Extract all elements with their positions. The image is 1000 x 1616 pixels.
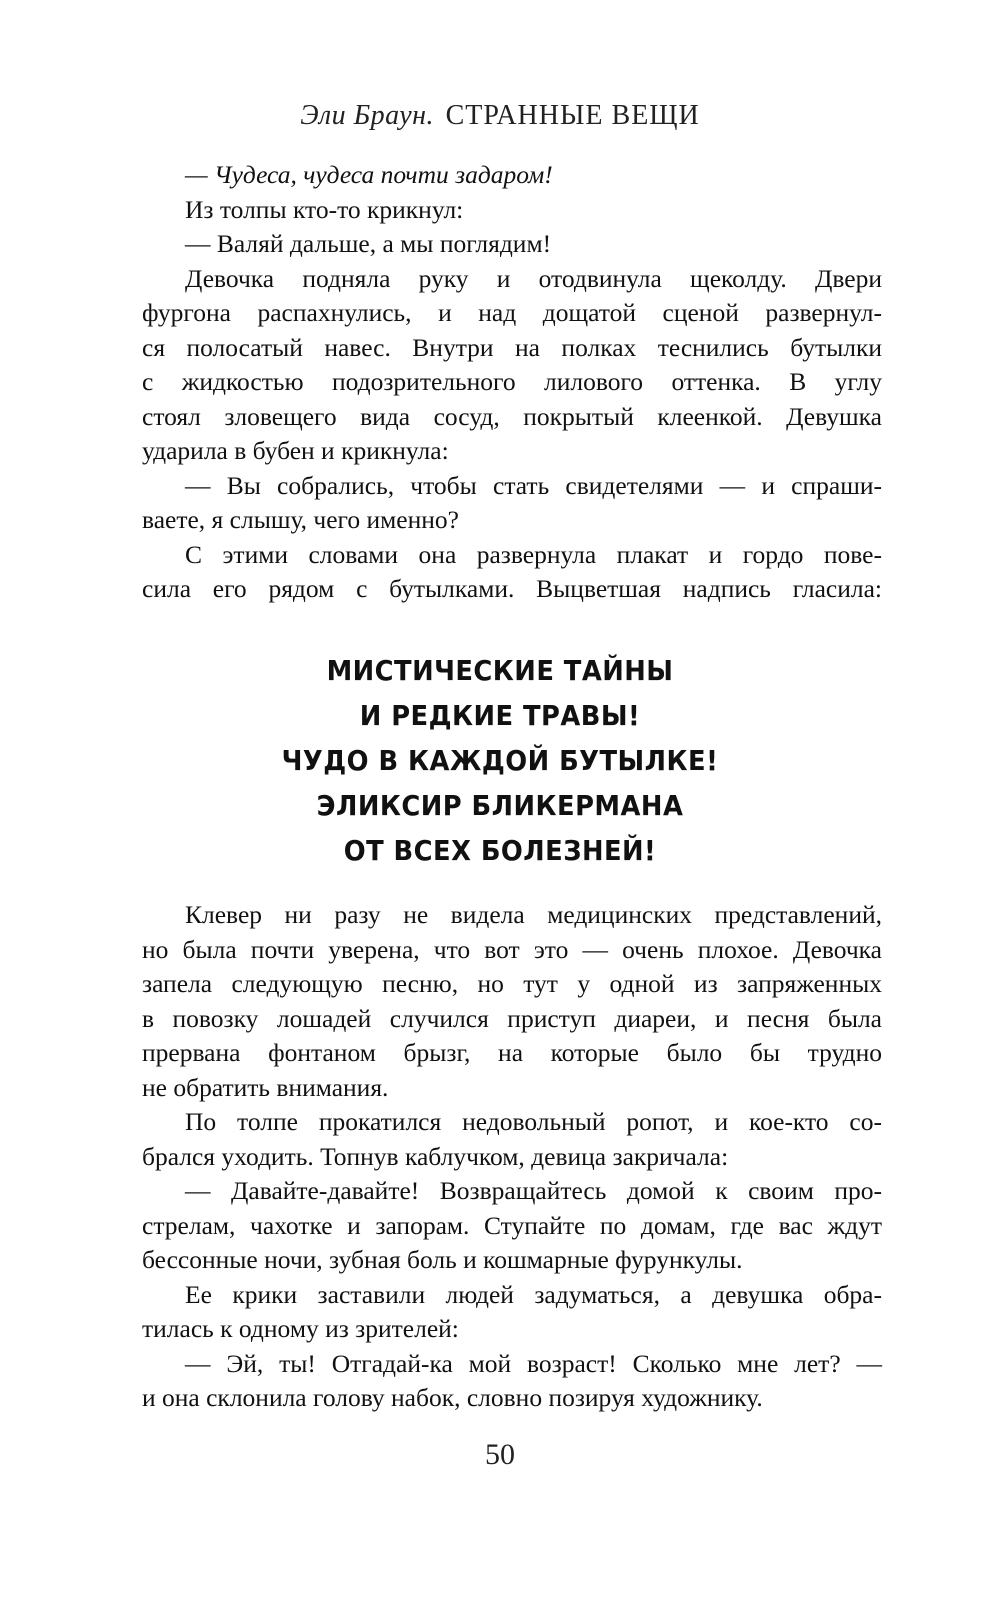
- text-line: — Валяй дальше, а мы поглядим!: [185, 229, 552, 258]
- text-line: По толпе прокатился недовольный ропот, и кое-кто со-: [185, 1107, 882, 1136]
- text-line: с жидкостью подозрительного лилового оттенка. В углу: [142, 367, 882, 396]
- text-line: бессонные ночи, зубная боль и кошмарные фурункулы.: [142, 1245, 743, 1274]
- text-line: брался уходить. Топнув каблучком, девица закричала:: [142, 1141, 729, 1171]
- poster-line: ЧУДО В КАЖДОЙ БУТЫЛКЕ!: [281, 744, 719, 777]
- header-author: Эли Браун.: [300, 100, 435, 131]
- text-line: — Эй, ты! Отгадай-ка мой возраст! Сколько мне лет? —: [185, 1348, 882, 1378]
- text-line: — Вы собрались, чтобы стать свидетелями — и спраши-: [185, 470, 882, 500]
- running-header: [0, 100, 1000, 132]
- text-line: ся полосатый навес. Внутри на полках теснились бутылки: [142, 332, 882, 362]
- body-text-top: [142, 158, 882, 607]
- text-line: Из толпы кто-то крикнул:: [185, 194, 464, 224]
- text-line: но была почти уверена, что вот это — очень плохое. Девочка: [142, 934, 882, 964]
- poster-inscription: [40, 648, 960, 873]
- poster-line: ОТ ВСЕХ БОЛЕЗНЕЙ!: [343, 834, 657, 867]
- text-line: С этими словами она развернула плакат и гордо пове-: [185, 539, 882, 569]
- text-line: ударила в бубен и крикнула:: [142, 436, 449, 465]
- text-line: и она склонила голову набок, словно позируя художнику.: [142, 1383, 763, 1412]
- text-line: фургона распахнулись, и над дощатой сценой развернул-: [142, 298, 882, 327]
- text-line: — Давайте-давайте! Возвращайтесь домой к своим про-: [185, 1176, 882, 1205]
- poster-line: ЭЛИКСИР БЛИКЕРМАНА: [316, 789, 684, 822]
- text-line: запела следующую песню, но тут у одной из запряженных: [142, 969, 882, 998]
- poster-line: МИСТИЧЕСКИЕ ТАЙНЫ: [326, 654, 674, 687]
- text-line: в повозку лошадей случился приступ диареи, и песня была: [142, 1003, 882, 1033]
- body-text-bottom: [142, 898, 882, 1416]
- text-line: Ее крики заставили людей задуматься, а девушка обра-: [185, 1279, 882, 1309]
- text-line: Девочка подняла руку и отодвинула щеколду. Двери: [185, 263, 882, 293]
- text-line: прервана фонтаном брызг, на которые было бы трудно: [142, 1038, 882, 1067]
- text-line: ваете, я слышу, чего именно?: [142, 505, 459, 534]
- text-line: не обратить внимания.: [142, 1072, 389, 1102]
- text-line: тилась к одному из зрителей:: [142, 1314, 459, 1343]
- text-line: Клевер ни разу не видела медицинских представлений,: [185, 900, 882, 929]
- text-line: сила его рядом с бутылками. Выцветшая надпись гласила:: [142, 574, 882, 603]
- text-line: — Чудеса, чудеса почти задаром!: [185, 160, 553, 189]
- poster-line: И РЕДКИЕ ТРАВЫ!: [359, 699, 641, 732]
- text-line: стрелам, чахотке и запорам. Ступайте по домам, где вас ждут: [142, 1210, 882, 1240]
- page-number: 50: [485, 1438, 515, 1471]
- header-title: СТРАННЫЕ ВЕЩИ: [445, 100, 700, 131]
- text-line: стоял зловещего вида сосуд, покрытый клеенкой. Девушка: [142, 401, 882, 431]
